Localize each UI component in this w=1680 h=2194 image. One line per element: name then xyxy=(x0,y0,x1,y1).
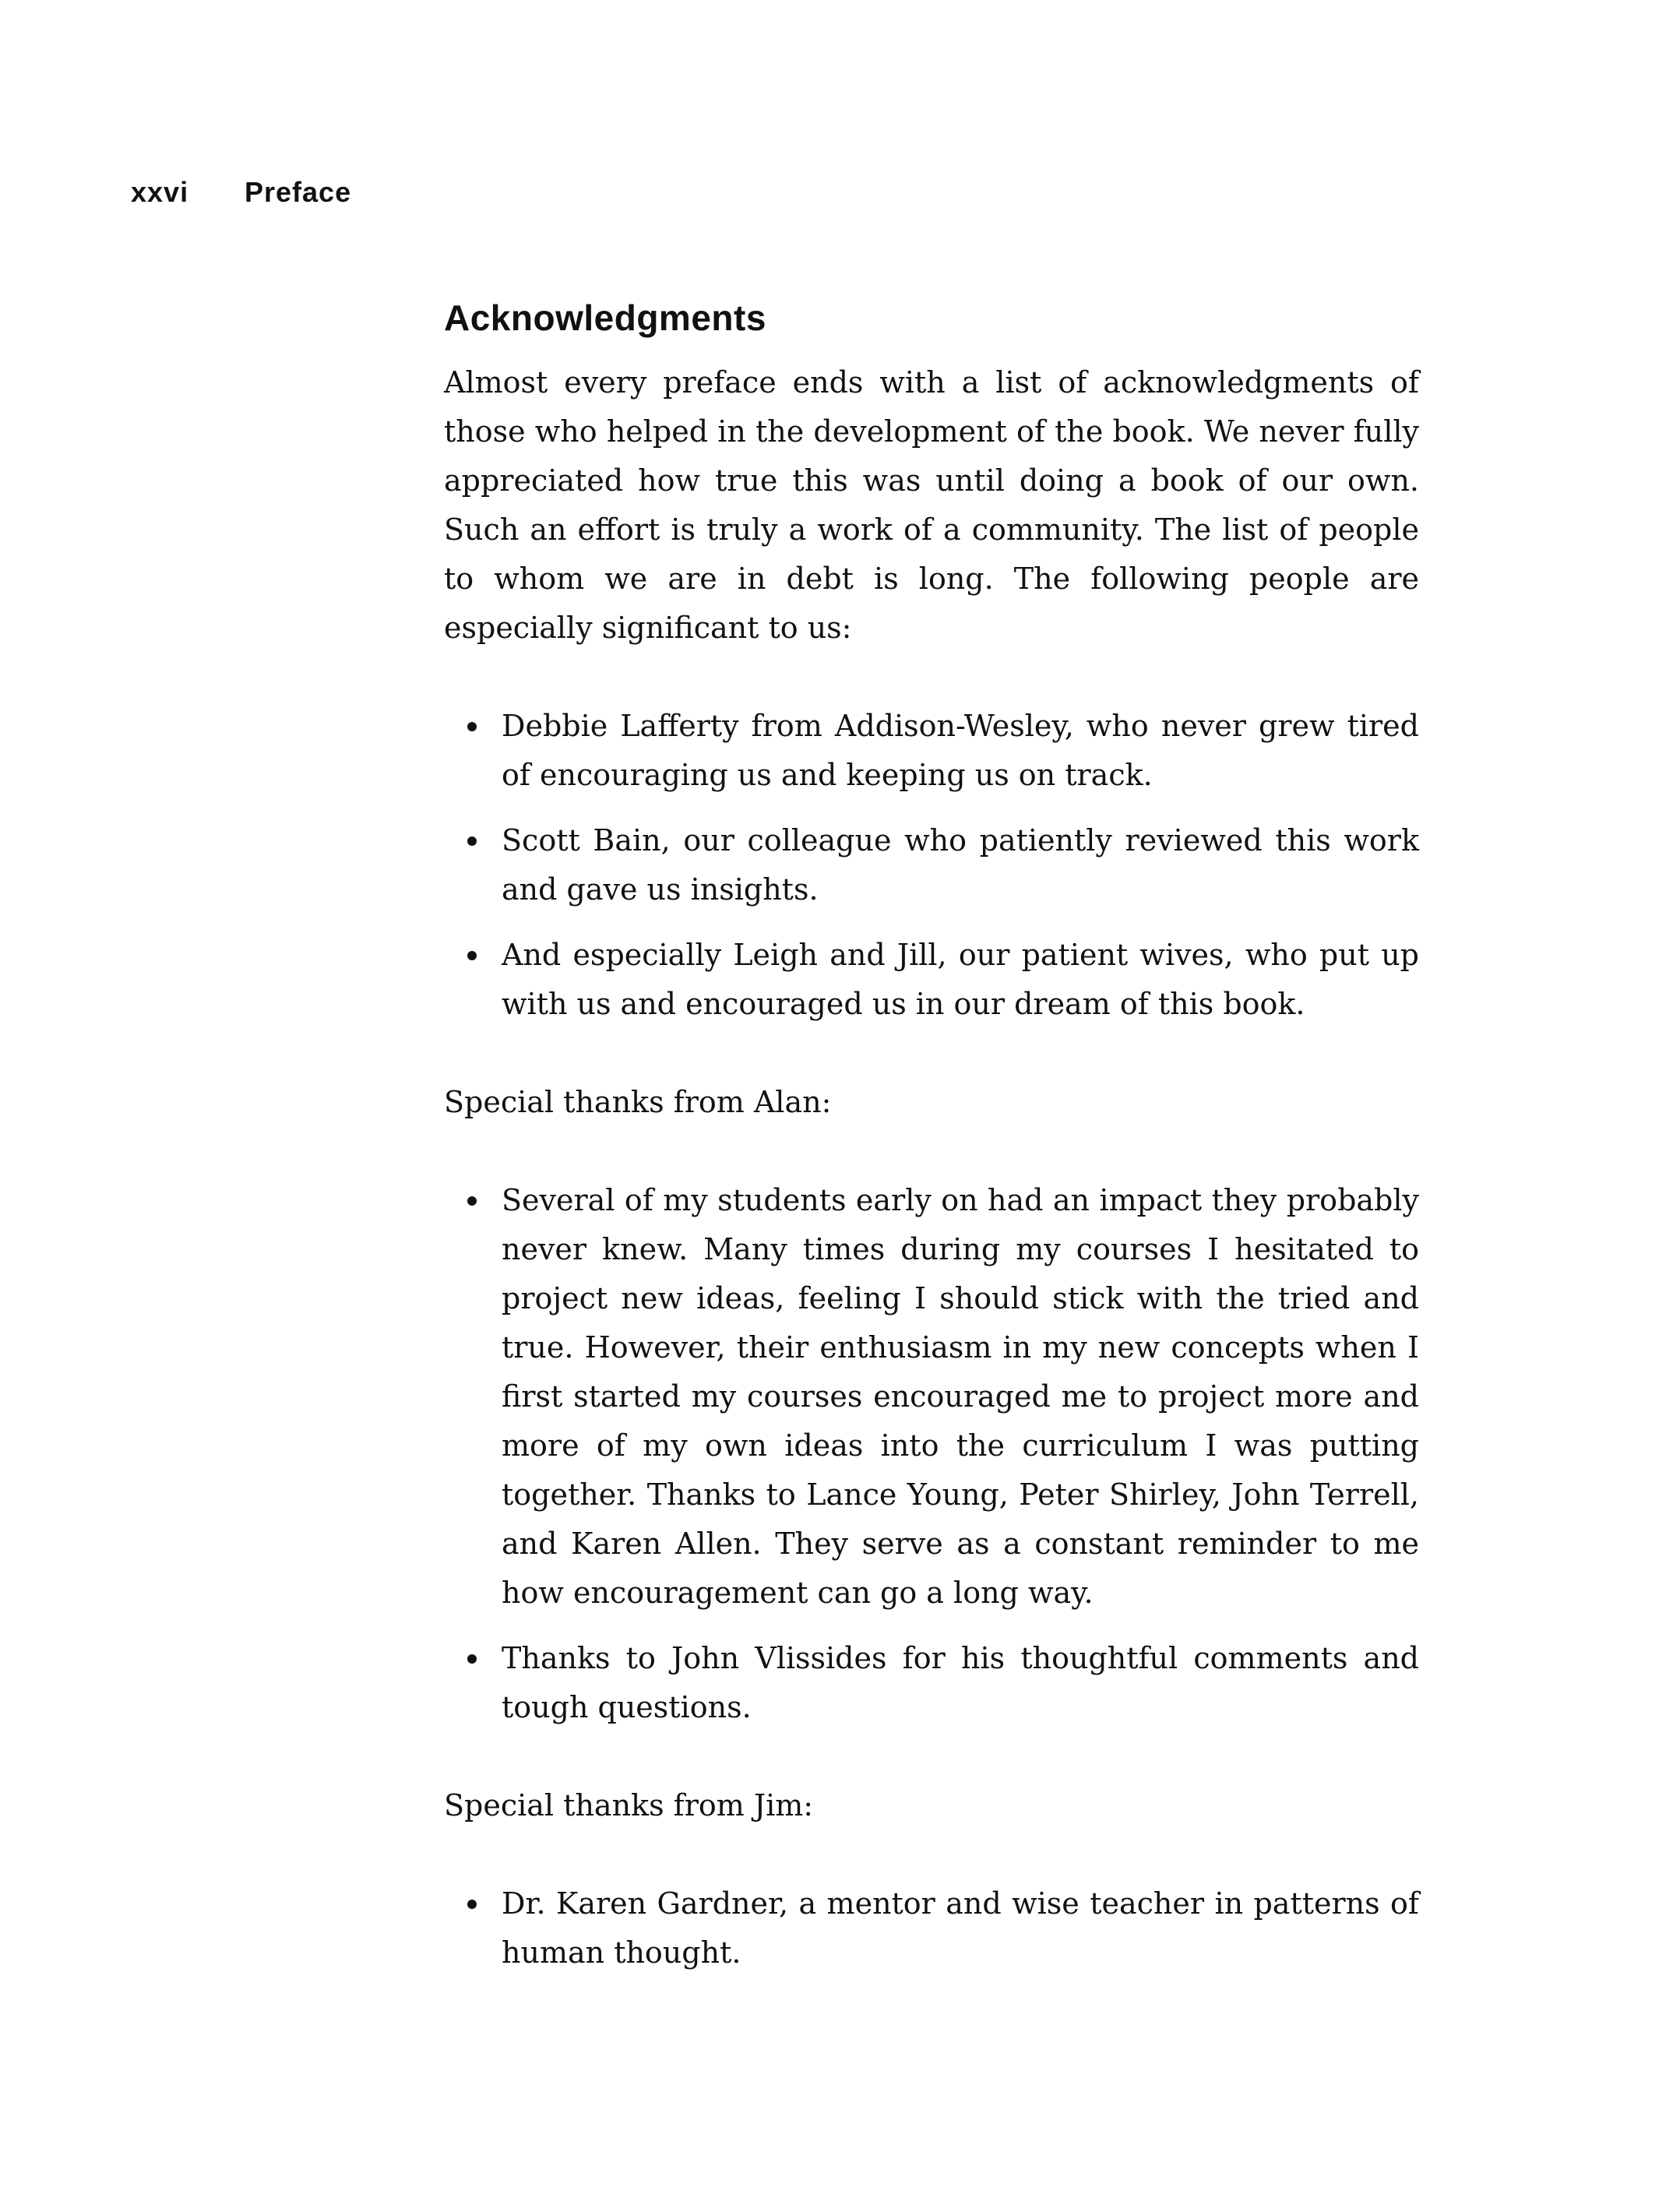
section-heading: Acknowledgments xyxy=(444,298,766,338)
jim-thanks-heading: Special thanks from Jim: xyxy=(444,1788,814,1822)
bullet-icon xyxy=(467,951,477,960)
list-item-text: Several of my students early on had an impact they probably never knew. Many times during my courses I hesitated to project new ideas, feeling I should stick with the tried and true. However, their enthusiasm in my new concepts when I first started my courses encouraged me to project more and more of my own ideas into the curriculum I was putting together. Thanks to Lance Young, Peter Shirley, John Terrell, and Karen Allen. They serve as a constant reminder to me how encouragement can go a long way. xyxy=(502,1183,1419,1610)
running-head xyxy=(131,173,351,212)
list-item-text: Dr. Karen Gardner, a mentor and wise teacher in patterns of human thought. xyxy=(502,1886,1419,1970)
list-item xyxy=(444,1176,1419,1618)
list-item xyxy=(444,816,1419,914)
intro-paragraph: Almost every preface ends with a list of acknowledgments of those who helped in the development of the book. We never fully appreciated how true this was until doing a book of our own. Such an effort is truly a work of a community. The list of people to whom we are in debt is long. The following people are especially significant to us: xyxy=(444,365,1419,645)
alan-thanks-heading: Special thanks from Alan: xyxy=(444,1085,832,1119)
list-item xyxy=(444,702,1419,800)
bullet-icon xyxy=(467,1900,477,1909)
bullet-icon xyxy=(467,1196,477,1206)
list-item xyxy=(444,1634,1419,1732)
page-number: xxvi xyxy=(131,176,189,208)
bullet-icon xyxy=(467,836,477,846)
bullet-icon xyxy=(467,722,477,731)
list-item-text: And especially Leigh and Jill, our patient wives, who put up with us and encouraged us in our dream of this book. xyxy=(502,938,1419,1021)
running-head-section: Preface xyxy=(245,176,352,208)
jim-thanks-list xyxy=(444,1879,1419,1977)
list-item-text: Scott Bain, our colleague who patiently reviewed this work and gave us insights. xyxy=(502,823,1419,907)
bullet-icon xyxy=(467,1654,477,1664)
general-acknowledgments-list xyxy=(444,702,1419,1029)
list-item-text: Thanks to John Vlissides for his thoughtful comments and tough questions. xyxy=(502,1641,1419,1724)
list-item xyxy=(444,1879,1419,1977)
alan-thanks-list xyxy=(444,1176,1419,1732)
list-item-text: Debbie Lafferty from Addison-Wesley, who never grew tired of encouraging us and keeping us on track. xyxy=(502,709,1419,792)
page-content xyxy=(444,294,1419,2027)
list-item xyxy=(444,931,1419,1029)
